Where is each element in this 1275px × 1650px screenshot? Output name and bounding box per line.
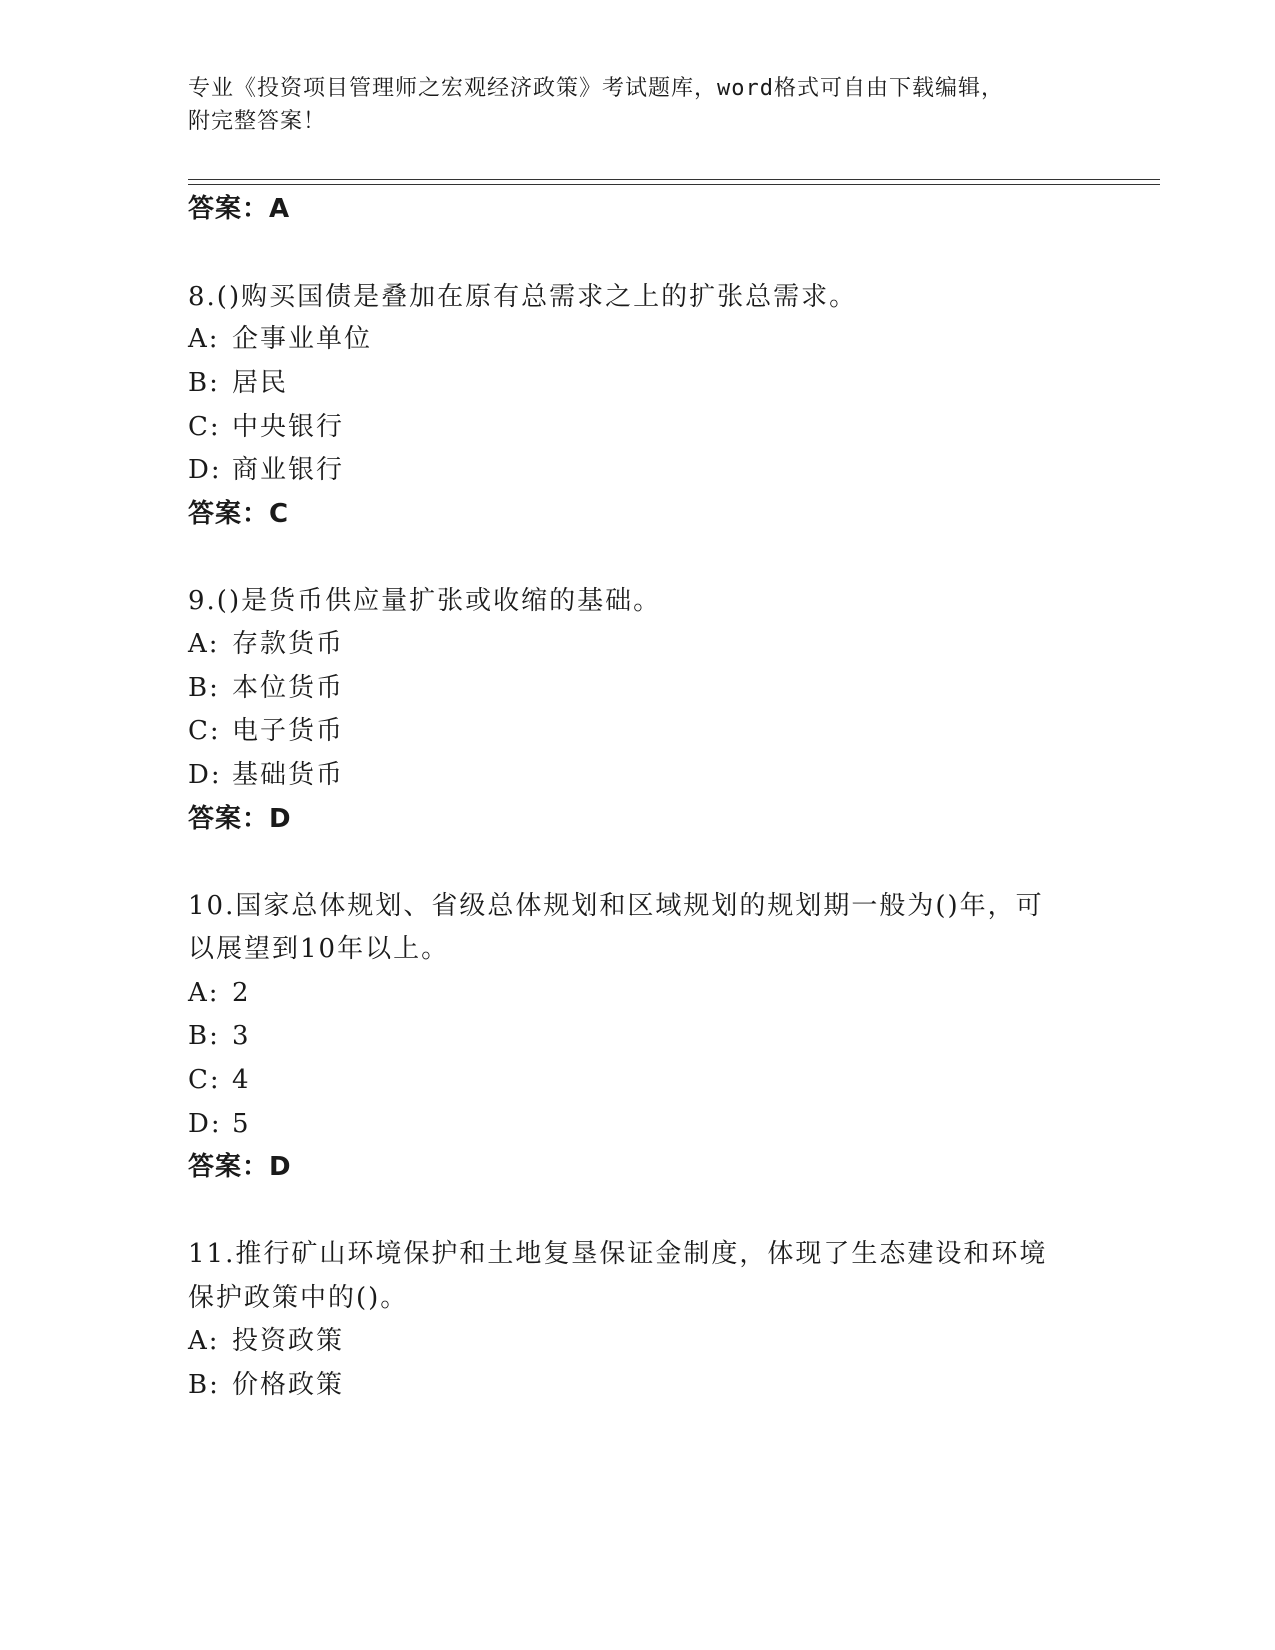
question-9-option-c [188, 714, 344, 748]
question-10-option-a [188, 976, 251, 1010]
option-text: 企事业单位 [232, 324, 373, 354]
option-text: 商业银行 [232, 455, 345, 485]
option-text: 居民 [232, 368, 289, 398]
question-10-option-b [188, 1019, 251, 1053]
option-text: 3 [232, 1021, 251, 1051]
option-letter: C: [188, 1065, 221, 1095]
option-letter: A: [188, 1326, 220, 1356]
option-text: 基础货币 [232, 760, 345, 790]
header-divider-bottom [188, 184, 1160, 185]
question-9-option-a [188, 627, 344, 661]
option-letter: A: [188, 978, 220, 1008]
question-9-option-d [188, 758, 344, 792]
option-letter: A: [188, 324, 220, 354]
question-8-answer: 答案：C [188, 499, 290, 529]
option-letter: B: [188, 368, 220, 398]
option-letter: B: [188, 1021, 220, 1051]
option-text: 价格政策 [232, 1370, 345, 1400]
question-10-option-c [188, 1063, 251, 1097]
question-11-option-b [188, 1368, 344, 1402]
question-8-option-c [188, 410, 344, 444]
option-text: 投资政策 [232, 1326, 345, 1356]
question-8-option-a [188, 322, 372, 356]
question-10-text-line-1: 10.国家总体规划、省级总体规划和区域规划的规划期一般为()年，可 [188, 891, 1044, 921]
option-text: 存款货币 [232, 629, 345, 659]
question-9-option-b [188, 671, 344, 705]
option-text: 4 [232, 1065, 251, 1095]
option-letter: B: [188, 673, 220, 703]
document-header [188, 72, 1068, 138]
question-8-option-d [188, 453, 344, 487]
question-8-option-b [188, 366, 288, 400]
question-10-option-d [188, 1107, 251, 1141]
answer-prev: 答案：A [188, 194, 291, 224]
option-text: 本位货币 [232, 673, 345, 703]
question-8-text: 8.()购买国债是叠加在原有总需求之上的扩张总需求。 [188, 282, 858, 312]
option-letter: C: [188, 716, 221, 746]
header-line-1: 专业《投资项目管理师之宏观经济政策》考试题库，word格式可自由下载编辑， [188, 76, 1004, 101]
question-11-option-a [188, 1324, 344, 1358]
option-letter: C: [188, 412, 221, 442]
header-divider-top [188, 179, 1160, 180]
option-text: 5 [232, 1109, 251, 1139]
option-letter: A: [188, 629, 220, 659]
question-10-text-line-2: 以展望到10年以上。 [188, 934, 450, 964]
header-line-2: 附完整答案！ [188, 109, 327, 134]
option-letter: D: [188, 760, 222, 790]
option-letter: B: [188, 1370, 220, 1400]
question-10-answer: 答案：D [188, 1152, 292, 1182]
option-letter: D: [188, 455, 222, 485]
question-9-answer: 答案：D [188, 804, 292, 834]
option-text: 2 [232, 978, 251, 1008]
question-9-text: 9.()是货币供应量扩张或收缩的基础。 [188, 586, 662, 616]
option-letter: D: [188, 1109, 222, 1139]
question-11-text-line-1: 11.推行矿山环境保护和土地复垦保证金制度，体现了生态建设和环境 [188, 1239, 1048, 1269]
option-text: 中央银行 [232, 412, 345, 442]
option-text: 电子货币 [232, 716, 345, 746]
question-11-text-line-2: 保护政策中的()。 [188, 1283, 409, 1313]
